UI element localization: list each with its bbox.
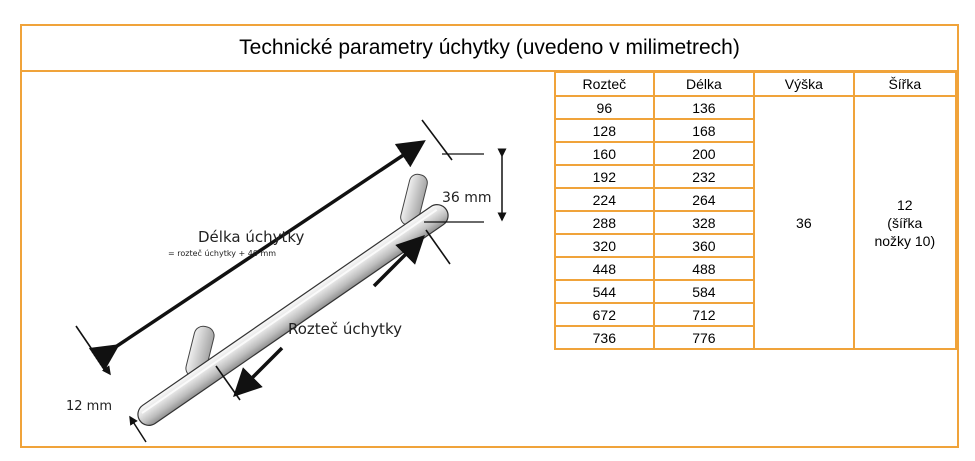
cell-length: 136	[654, 96, 754, 119]
cell-length: 712	[654, 303, 754, 326]
cell-height: 36	[754, 96, 854, 349]
cell-length: 232	[654, 165, 754, 188]
width-label: 12 mm	[66, 399, 113, 414]
cell-spacing: 288	[555, 211, 654, 234]
header-height: Výška	[754, 72, 854, 96]
spacing-label: Rozteč úchytky	[288, 320, 402, 338]
table-header-row	[555, 72, 956, 96]
cell-spacing: 192	[555, 165, 654, 188]
cell-length: 200	[654, 142, 754, 165]
spec-frame	[20, 24, 959, 448]
table-row	[555, 96, 956, 119]
cell-width	[854, 96, 956, 349]
cell-length: 488	[654, 257, 754, 280]
cell-spacing: 96	[555, 96, 654, 119]
width-note-line-1: (šířka	[887, 214, 923, 231]
header-width: Šířka	[854, 72, 956, 96]
cell-spacing: 544	[555, 280, 654, 303]
width-value: 12	[897, 196, 913, 213]
length-formula: = rozteč úchytky + 40 mm	[168, 249, 277, 258]
cell-length: 776	[654, 326, 754, 349]
height-label: 36 mm	[442, 190, 492, 206]
cell-spacing: 448	[555, 257, 654, 280]
cell-length: 328	[654, 211, 754, 234]
handle-illustration	[22, 72, 553, 448]
width-note-line-2: nožky 10)	[874, 232, 936, 249]
cell-length: 360	[654, 234, 754, 257]
width-arrow-top	[94, 352, 110, 374]
cell-spacing: 128	[555, 119, 654, 142]
cell-length: 168	[654, 119, 754, 142]
cell-length: 264	[654, 188, 754, 211]
cell-spacing: 736	[555, 326, 654, 349]
header-length: Délka	[654, 72, 754, 96]
cell-spacing: 160	[555, 142, 654, 165]
cell-length: 584	[654, 280, 754, 303]
cell-spacing: 224	[555, 188, 654, 211]
cell-spacing: 672	[555, 303, 654, 326]
parameters-table	[554, 71, 957, 350]
header-spacing: Rozteč	[555, 72, 654, 96]
cell-spacing: 320	[555, 234, 654, 257]
length-label: Délka úchytky	[198, 228, 305, 246]
page-title: Technické parametry úchytky (uvedeno v milimetrech)	[22, 26, 957, 72]
spacing-tick-right	[426, 230, 450, 264]
